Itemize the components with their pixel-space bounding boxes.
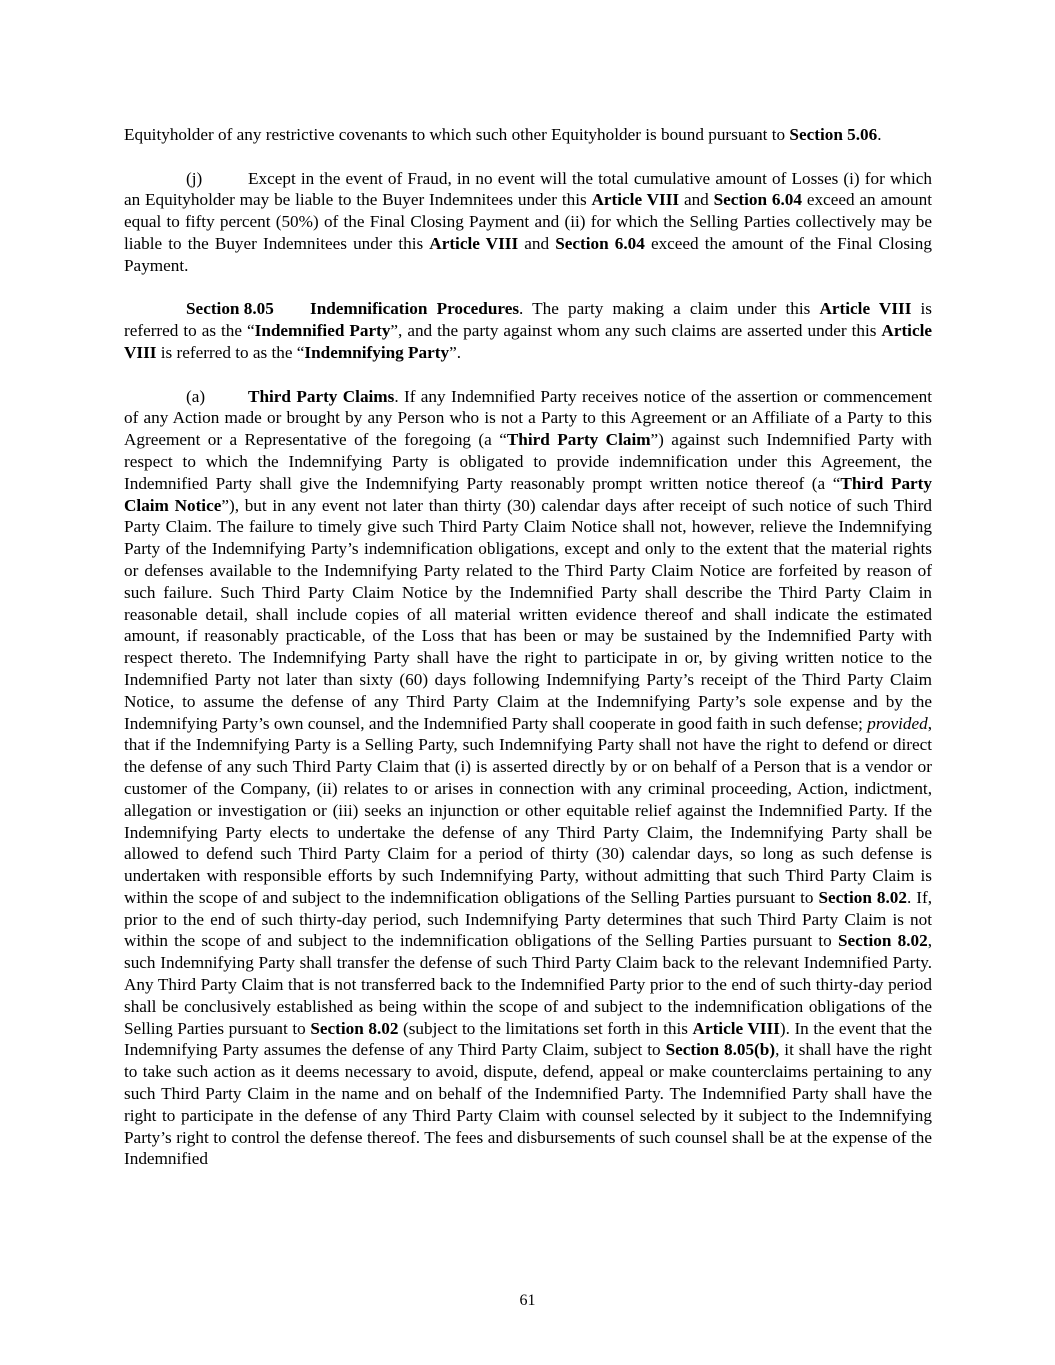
defined-term: Third Party Claim <box>506 430 651 450</box>
article-reference: Article VIII <box>692 1018 780 1038</box>
paragraph-j: (j) Except in the event of Fraud, in no event will the total cumulative amount of Losses (i) for which an Equityholder may be liable to the Buyer Indemnitees under this Article VIII and Section 6.04 exceed an amount equal to fifty percent (50%) of the Final Closing Payment and (ii) for which the Selling Parties collectively may be liable to the Buyer Indemnitees under this Article VIII and Section 6.04 exceed the amount of the Final Closing Payment. <box>124 168 932 275</box>
defined-term: Indemnifying Party <box>304 342 450 362</box>
section-reference: Section 8.02 <box>310 1018 399 1038</box>
page-number: 61 <box>519 1292 536 1309</box>
section-reference: Section 5.06 <box>789 125 878 144</box>
section-reference: Section 8.05(b) <box>665 1040 776 1060</box>
defined-term: Third Party Claim Notice <box>124 473 932 515</box>
section-reference: Section 6.04 <box>713 190 802 210</box>
paragraph-label: (a) <box>186 386 206 406</box>
section-reference: Section 8.02 <box>818 887 907 907</box>
article-reference: Article VIII <box>591 190 680 210</box>
paragraph-a: (a) Third Party Claims. If any Indemnified Party receives notice of the assertion or commencement of any Action made or brought by any Person who is not a Party to this Agreement or an Affiliate of a Party to this Agreement or a Representative of the foregoing (a “Third Party Claim”) against such Indemnified Party with respect to which the Indemnifying Party is obligated to provide indemnification under this Agreement, the Indemnified Party shall give the Indemnifying Party reasonably prompt written notice thereof (a “Third Party Claim Notice”), but in any event not later than thirty (30) calendar days after receipt of such notice of such Third Party Claim. The failure to timely give such Third Party Claim Notice shall not, however, relieve the Indemnifying Party of the Indemnifying Party’s indemnification obligations, except and only to the extent that the material rights or defenses available to the Indemnifying Party related to the Third Party Claim Notice are forfeited by reason of such failure. Such Third Party Claim Notice by the Indemnified Party shall describe the Third Party Claim in reasonable detail, shall include copies of all material written evidence thereof and shall indicate the estimated amount, if reasonably practicable, of the Loss that has been or may be sustained by the Indemnified Party with respect thereto. The Indemnifying Party shall have the right to participate in or, by giving written notice to the Indemnified Party not later than sixty (60) days following Indemnifying Party’s receipt of the Third Party Claim Notice, to assume the defense of any Third Party Claim at the Indemnifying Party’s sole expense and by the Indemnifying Party’s own counsel, and the Indemnified Party shall cooperate in good faith in such defense; provided, that if the Indemnifying Party is a Selling Party, such Indemnifying Party shall not have the right to defend or direct the defense of any such Third Party Claim that (i) is asserted directly by or on behalf of a Person that is a vendor or customer of the Company, (ii) relates to or arises in connection with any criminal proceeding, Action, indictment, allegation or investigation or (iii) seeks an injunction or other equitable relief against the Indemnified Party. If the Indemnifying Party elects to undertake the defense of any Third Party Claim, the Indemnifying Party shall be allowed to defend such Third Party Claim for a period of thirty (30) calendar days, so long as such defense is undertaken with responsible efforts by such Indemnifying Party, without admitting that such Third Party Claim is within the scope of and subject to the indemnification obligations of the Selling Parties pursuant to Section 8.02. If, prior to the end of such thirty-day period, such Indemnifying Party determines that such Third Party Claim is not within the scope of and subject to the indemnification obligations of the Selling Parties pursuant to Section 8.02, such Indemnifying Party shall transfer the defense of such Third Party Claim back to the relevant Indemnified Party. Any Third Party Claim that is not transferred back to the Indemnified Party prior to the end of such thirty-day period shall be conclusively established as being within the scope of and subject to the indemnification obligations of the Selling Parties pursuant to Section 8.02 (subject to the limitations set forth in this Article VIII). In the event that the Indemnifying Party assumes the defense of any Third Party Claim, subject to Section 8.05(b), it shall have the right to take such action as it deems necessary to avoid, dispute, defend, appeal or make counterclaims pertaining to any such Third Party Claim in the name and on behalf of the Indemnified Party. The Indemnified Party shall have the right to participate in the defense of any Third Party Claim with counsel selected by it subject to the Indemnifying Party’s right to control the defense thereof. The fees and disbursements of such counsel shall be at the expense of the Indemnified <box>124 386 933 1169</box>
section-8-05-paragraph: Section 8.05 Indemnification Procedures. The party making a claim under this Article VIII is referred to as the “Indemnified Party”, and the party against whom any such claims are asserted under this Article VIII is referred to as the “Indemnifying Party”. <box>124 299 932 362</box>
subsection-heading: Third Party Claims <box>248 386 395 406</box>
article-reference: Article VIII <box>124 321 932 362</box>
defined-term: Indemnified Party <box>254 321 391 341</box>
italic-term: provided <box>867 713 928 733</box>
section-reference: Section 6.04 <box>555 233 645 253</box>
section-title: Indemnification Procedures <box>310 299 520 319</box>
paragraph-continued: Equityholder of any restrictive covenants to which such other Equityholder is bound pursuant to Section 5.06. <box>124 125 882 144</box>
section-number: Section 8.05 <box>186 299 274 319</box>
section-reference: Section 8.02 <box>837 931 928 951</box>
paragraph-label: (j) <box>186 168 203 188</box>
article-reference: Article VIII <box>819 299 912 319</box>
article-reference: Article VIII <box>429 233 519 253</box>
document-page <box>124 124 932 1192</box>
